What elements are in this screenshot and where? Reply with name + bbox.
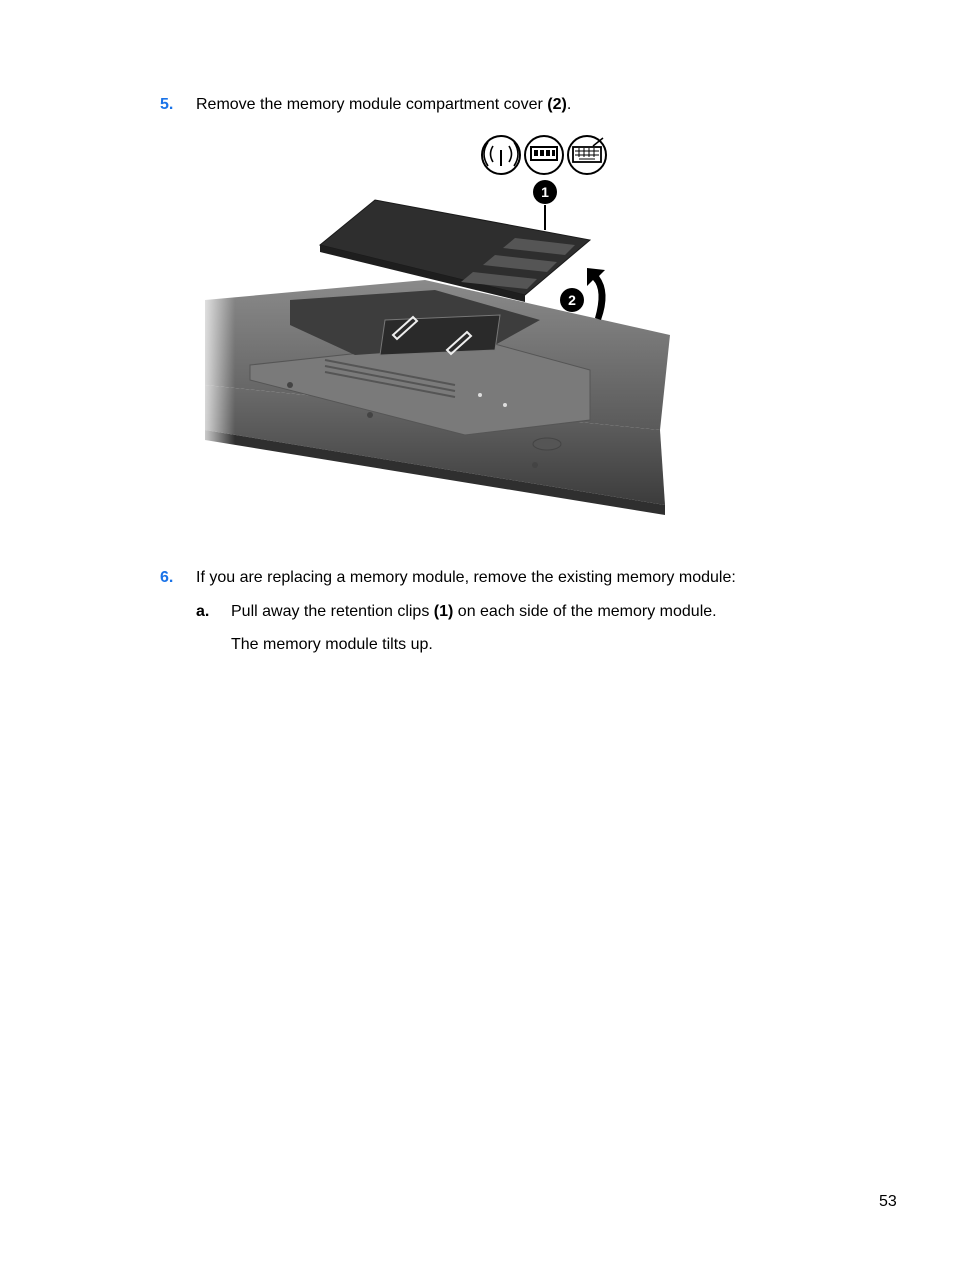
laptop-memory-cover-illustration	[195, 130, 675, 550]
wireless-icon	[482, 136, 520, 174]
callout-ref: (1)	[433, 603, 454, 620]
substep-letter: a.	[196, 603, 210, 620]
callout-1-marker	[533, 180, 557, 230]
step-number: 6.	[160, 569, 174, 586]
memory-module-icon	[525, 136, 563, 174]
page-number: 53	[879, 1193, 897, 1210]
step-text: Remove the memory module compartment cover (2).	[196, 96, 572, 113]
substep-note: The memory module tilts up.	[231, 636, 433, 653]
step-number: 5.	[160, 96, 174, 113]
callout-1-label: 1	[541, 184, 549, 200]
keyboard-icon	[568, 136, 606, 174]
callout-ref: (2)	[547, 96, 567, 113]
substep-text: Pull away the retention clips (1) on each side of the memory module.	[231, 603, 717, 620]
callout-2-label: 2	[568, 292, 576, 308]
step-text: If you are replacing a memory module, remove the existing memory module:	[196, 569, 736, 586]
lift-arrow-icon	[587, 268, 606, 320]
